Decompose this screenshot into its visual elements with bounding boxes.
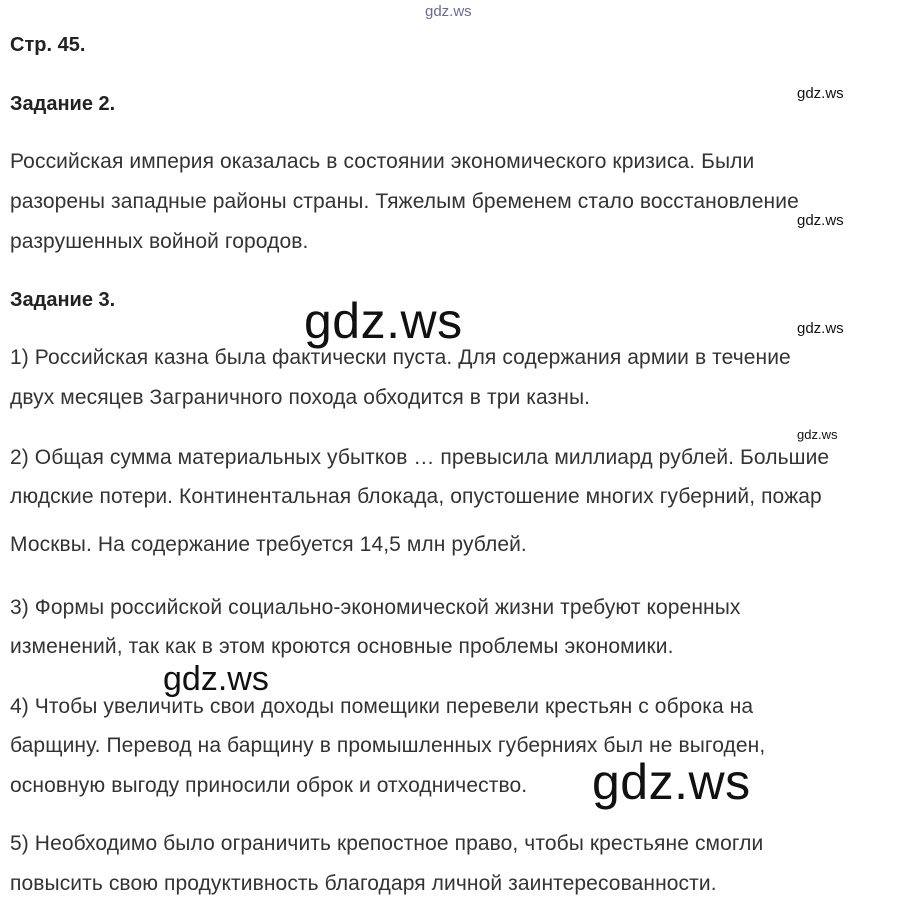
task2-line: разрушенных войной городов. <box>10 230 309 253</box>
watermark-top: gdz.ws <box>425 3 472 20</box>
task3-item-5-line: 5) Необходимо было ограничить крепостное право, чтобы крестьяне смогли <box>10 832 764 855</box>
task3-item-2-line: Москвы. На содержание требуется 14,5 млн рублей. <box>10 533 527 556</box>
task3-item-4-line: основную выгоду приносили оброк и отходничество. <box>10 774 528 797</box>
task2-line: Российская империя оказалась в состоянии экономического кризиса. Были <box>10 150 755 173</box>
page-label: Стр. 45. <box>10 34 86 56</box>
watermark-right-3: gdz.ws <box>797 320 844 337</box>
task3-item-4-line: 4) Чтобы увеличить свои доходы помещики перевели крестьян с оброка на <box>10 695 754 718</box>
watermark-right-4: gdz.ws <box>797 427 838 442</box>
task2-line: разорены западные районы страны. Тяжелым бременем стало восстановление <box>10 190 799 213</box>
task3-item-3-line: 3) Формы российской социально-экономической жизни требуют коренных <box>10 596 741 619</box>
task3-item-1-line: двух месяцев Заграничного похода обходится в три казны. <box>10 386 591 409</box>
task3-item-2-line: людские потери. Континентальная блокада, опустошение многих губерний, пожар <box>10 485 822 508</box>
task3-item-2-line: 2) Общая сумма материальных убытков … превысила миллиард рублей. Большие <box>10 446 830 469</box>
watermark-mid-left: gdz.ws <box>163 660 269 698</box>
task3-title: Задание 3. <box>10 289 116 311</box>
watermark-big-center: gdz.ws <box>304 293 463 349</box>
watermark-right-1: gdz.ws <box>797 85 844 102</box>
watermark-big-bottom: gdz.ws <box>592 754 751 810</box>
task3-item-1-line: 1) Российская казна была фактически пуста. Для содержания армии в течение <box>10 346 791 369</box>
task3-item-3-line: изменений, так как в этом кроются основные проблемы экономики. <box>10 635 674 658</box>
task3-item-5-line: повысить свою продуктивность благодаря личной заинтересованности. <box>10 872 717 895</box>
watermark-right-2: gdz.ws <box>797 212 844 229</box>
task3-item-4-line: барщину. Перевод на барщину в промышленных губерниях был не выгоден, <box>10 734 766 757</box>
task2-title: Задание 2. <box>10 93 116 115</box>
